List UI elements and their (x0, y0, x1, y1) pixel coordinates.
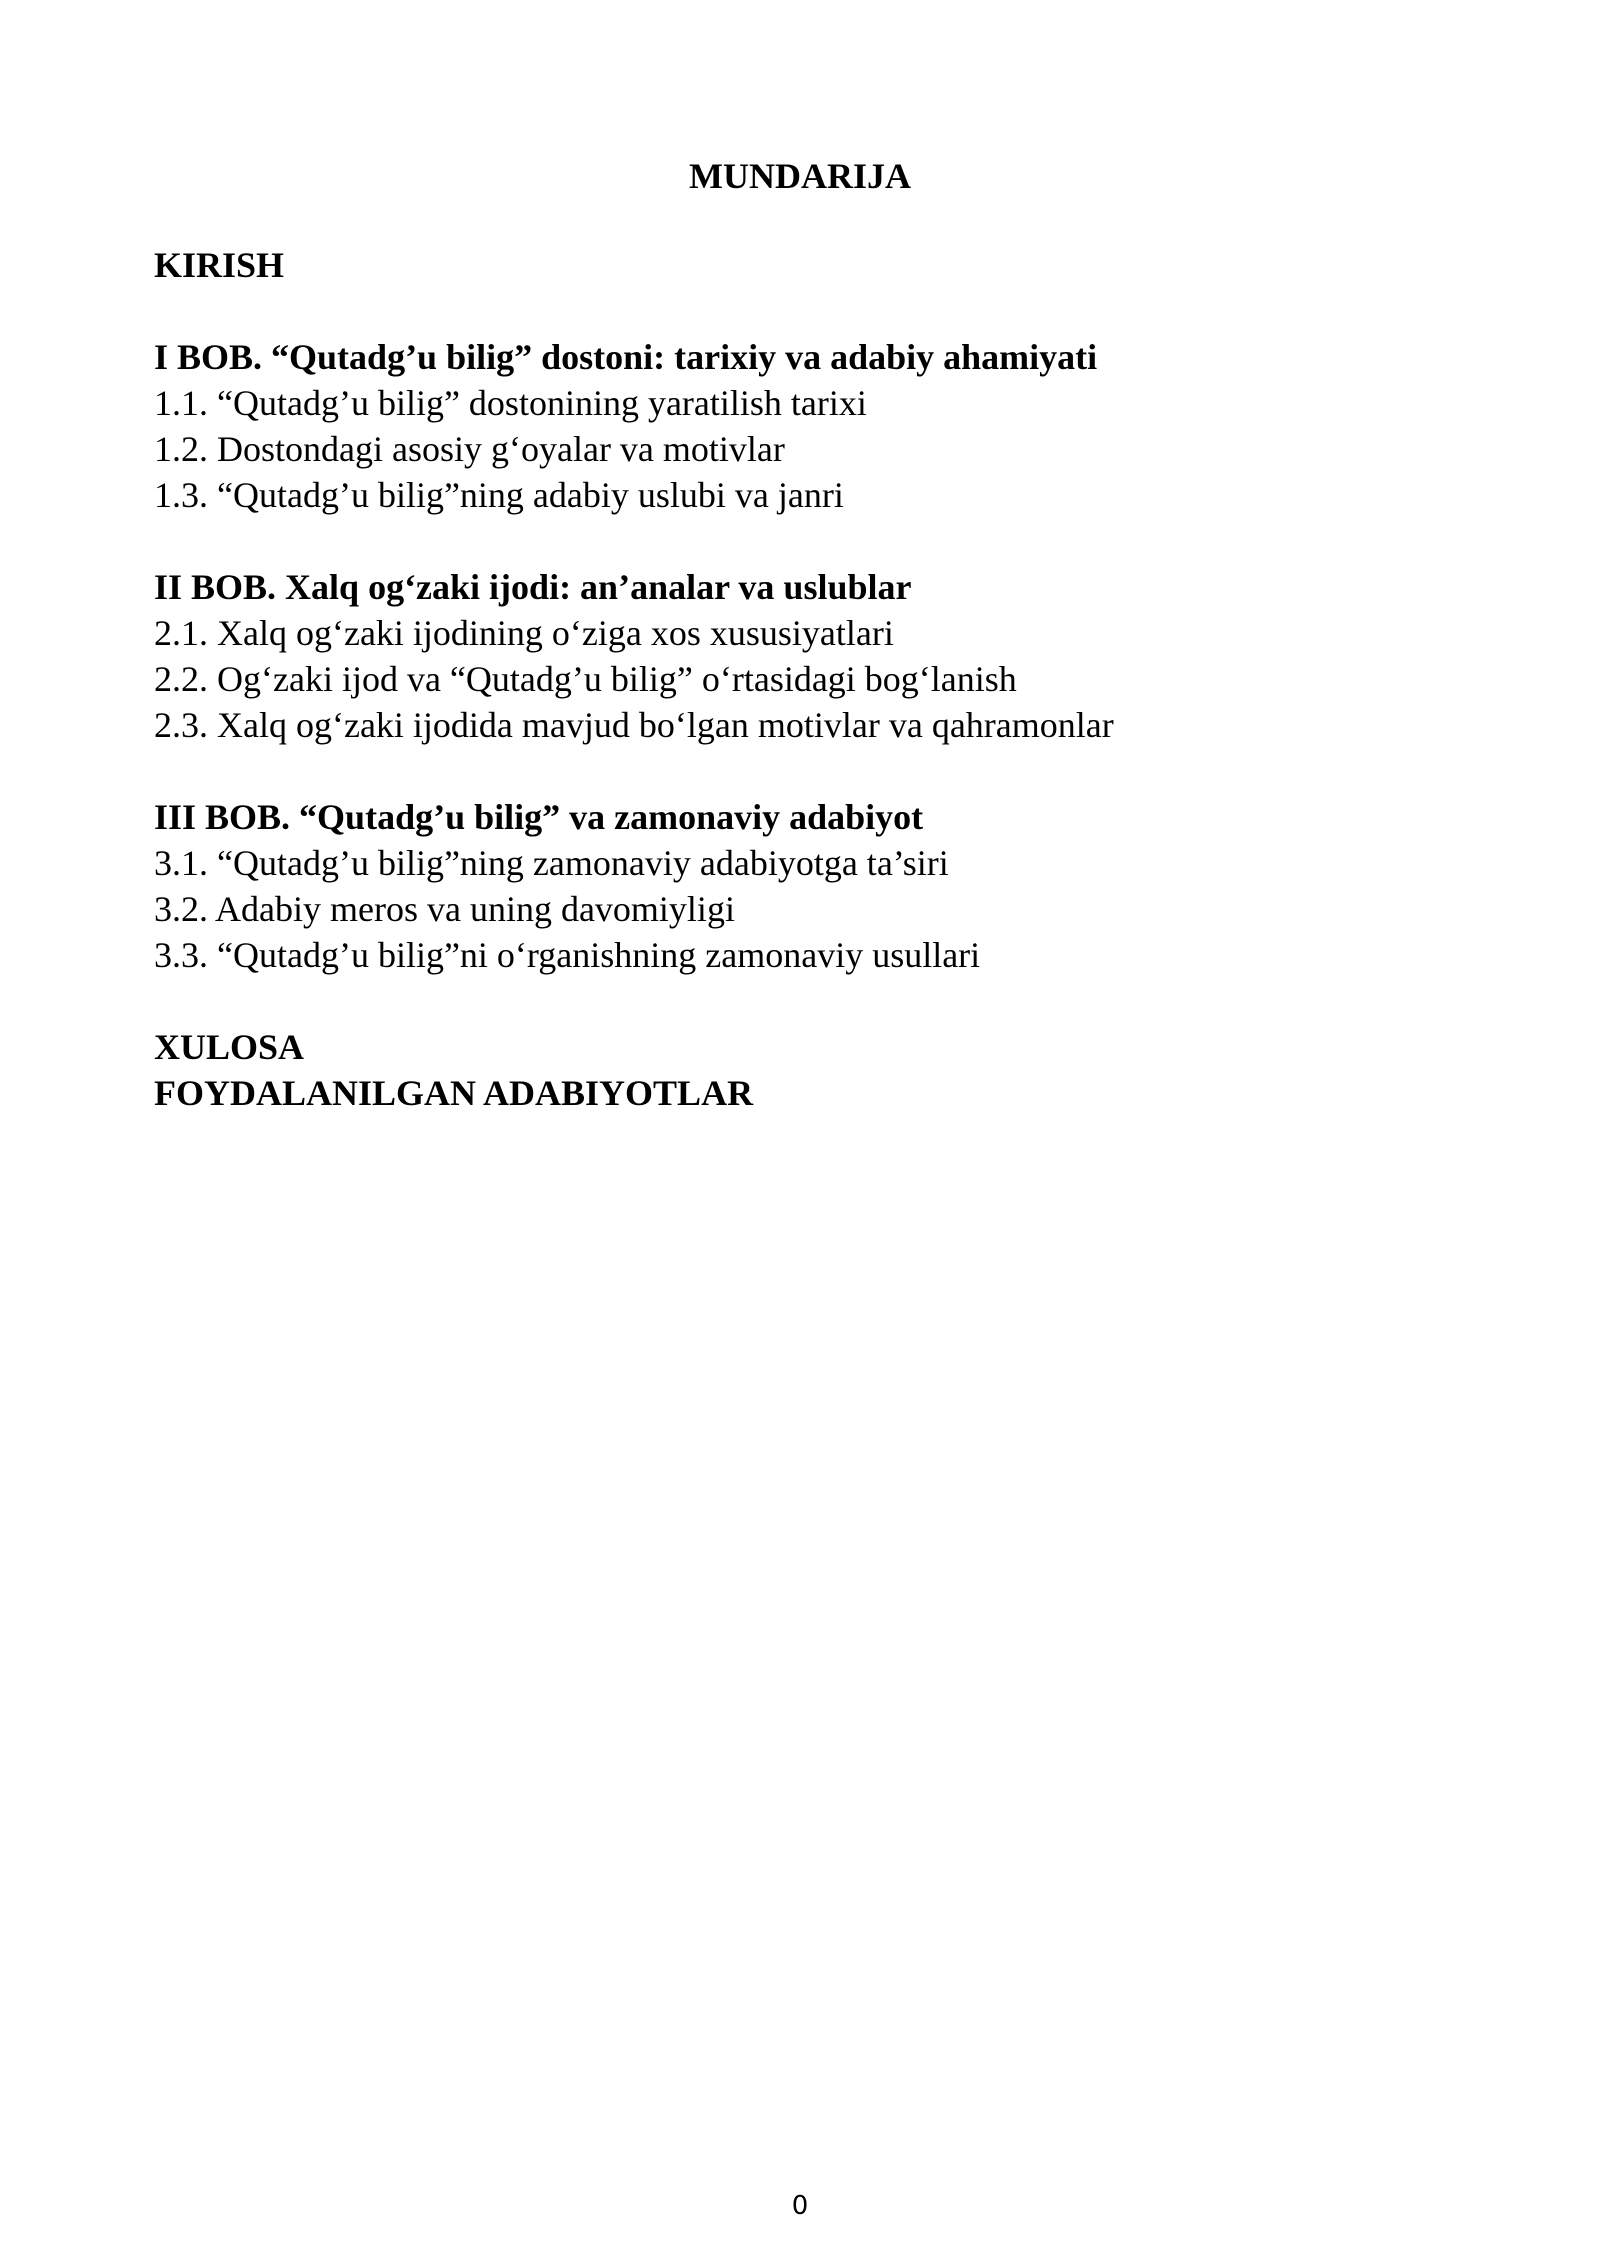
toc-conclusion: XULOSA (154, 1027, 305, 1067)
table-of-contents (154, 242, 1454, 1116)
section-item: 1.2. Dostondagi asosiy g‘oyalar va motivlar (154, 429, 785, 469)
section-item: 3.3. “Qutadg’u bilig”ni o‘rganishning zamonaviy usullari (154, 935, 981, 975)
toc-chapter-1 (154, 334, 1454, 518)
section-item: 3.1. “Qutadg’u bilig”ning zamonaviy adabiyotga ta’siri (154, 843, 949, 883)
toc-references: FOYDALANILGAN ADABIYOTLAR (154, 1073, 754, 1113)
section-item: 2.1. Xalq og‘zaki ijodining o‘ziga xos xususiyatlari (154, 613, 894, 653)
section-item: 1.1. “Qutadg’u bilig” dostonining yaratilish tarixi (154, 383, 867, 423)
page-title: MUNDARIJA (689, 156, 911, 196)
toc-chapter-3 (154, 794, 1454, 978)
toc-ending (154, 1024, 1454, 1116)
chapter-heading: III BOB. “Qutadg’u bilig” va zamonaviy adabiyot (154, 797, 924, 837)
section-item: 3.2. Adabiy meros va uning davomiyligi (154, 889, 735, 929)
section-item: 2.3. Xalq og‘zaki ijodida mavjud bo‘lgan motivlar va qahramonlar (154, 705, 1114, 745)
toc-intro: KIRISH (154, 245, 285, 285)
page-number: 0 (791, 2191, 809, 2221)
section-item: 2.2. Og‘zaki ijod va “Qutadg’u bilig” o‘rtasidagi bog‘lanish (154, 659, 1017, 699)
toc-chapter-2 (154, 564, 1454, 748)
chapter-heading: II BOB. Xalq og‘zaki ijodi: an’analar va uslublar (154, 567, 912, 607)
chapter-heading: I BOB. “Qutadg’u bilig” dostoni: tarixiy va adabiy ahamiyati (154, 337, 1098, 377)
section-item: 1.3. “Qutadg’u bilig”ning adabiy uslubi va janri (154, 475, 844, 515)
